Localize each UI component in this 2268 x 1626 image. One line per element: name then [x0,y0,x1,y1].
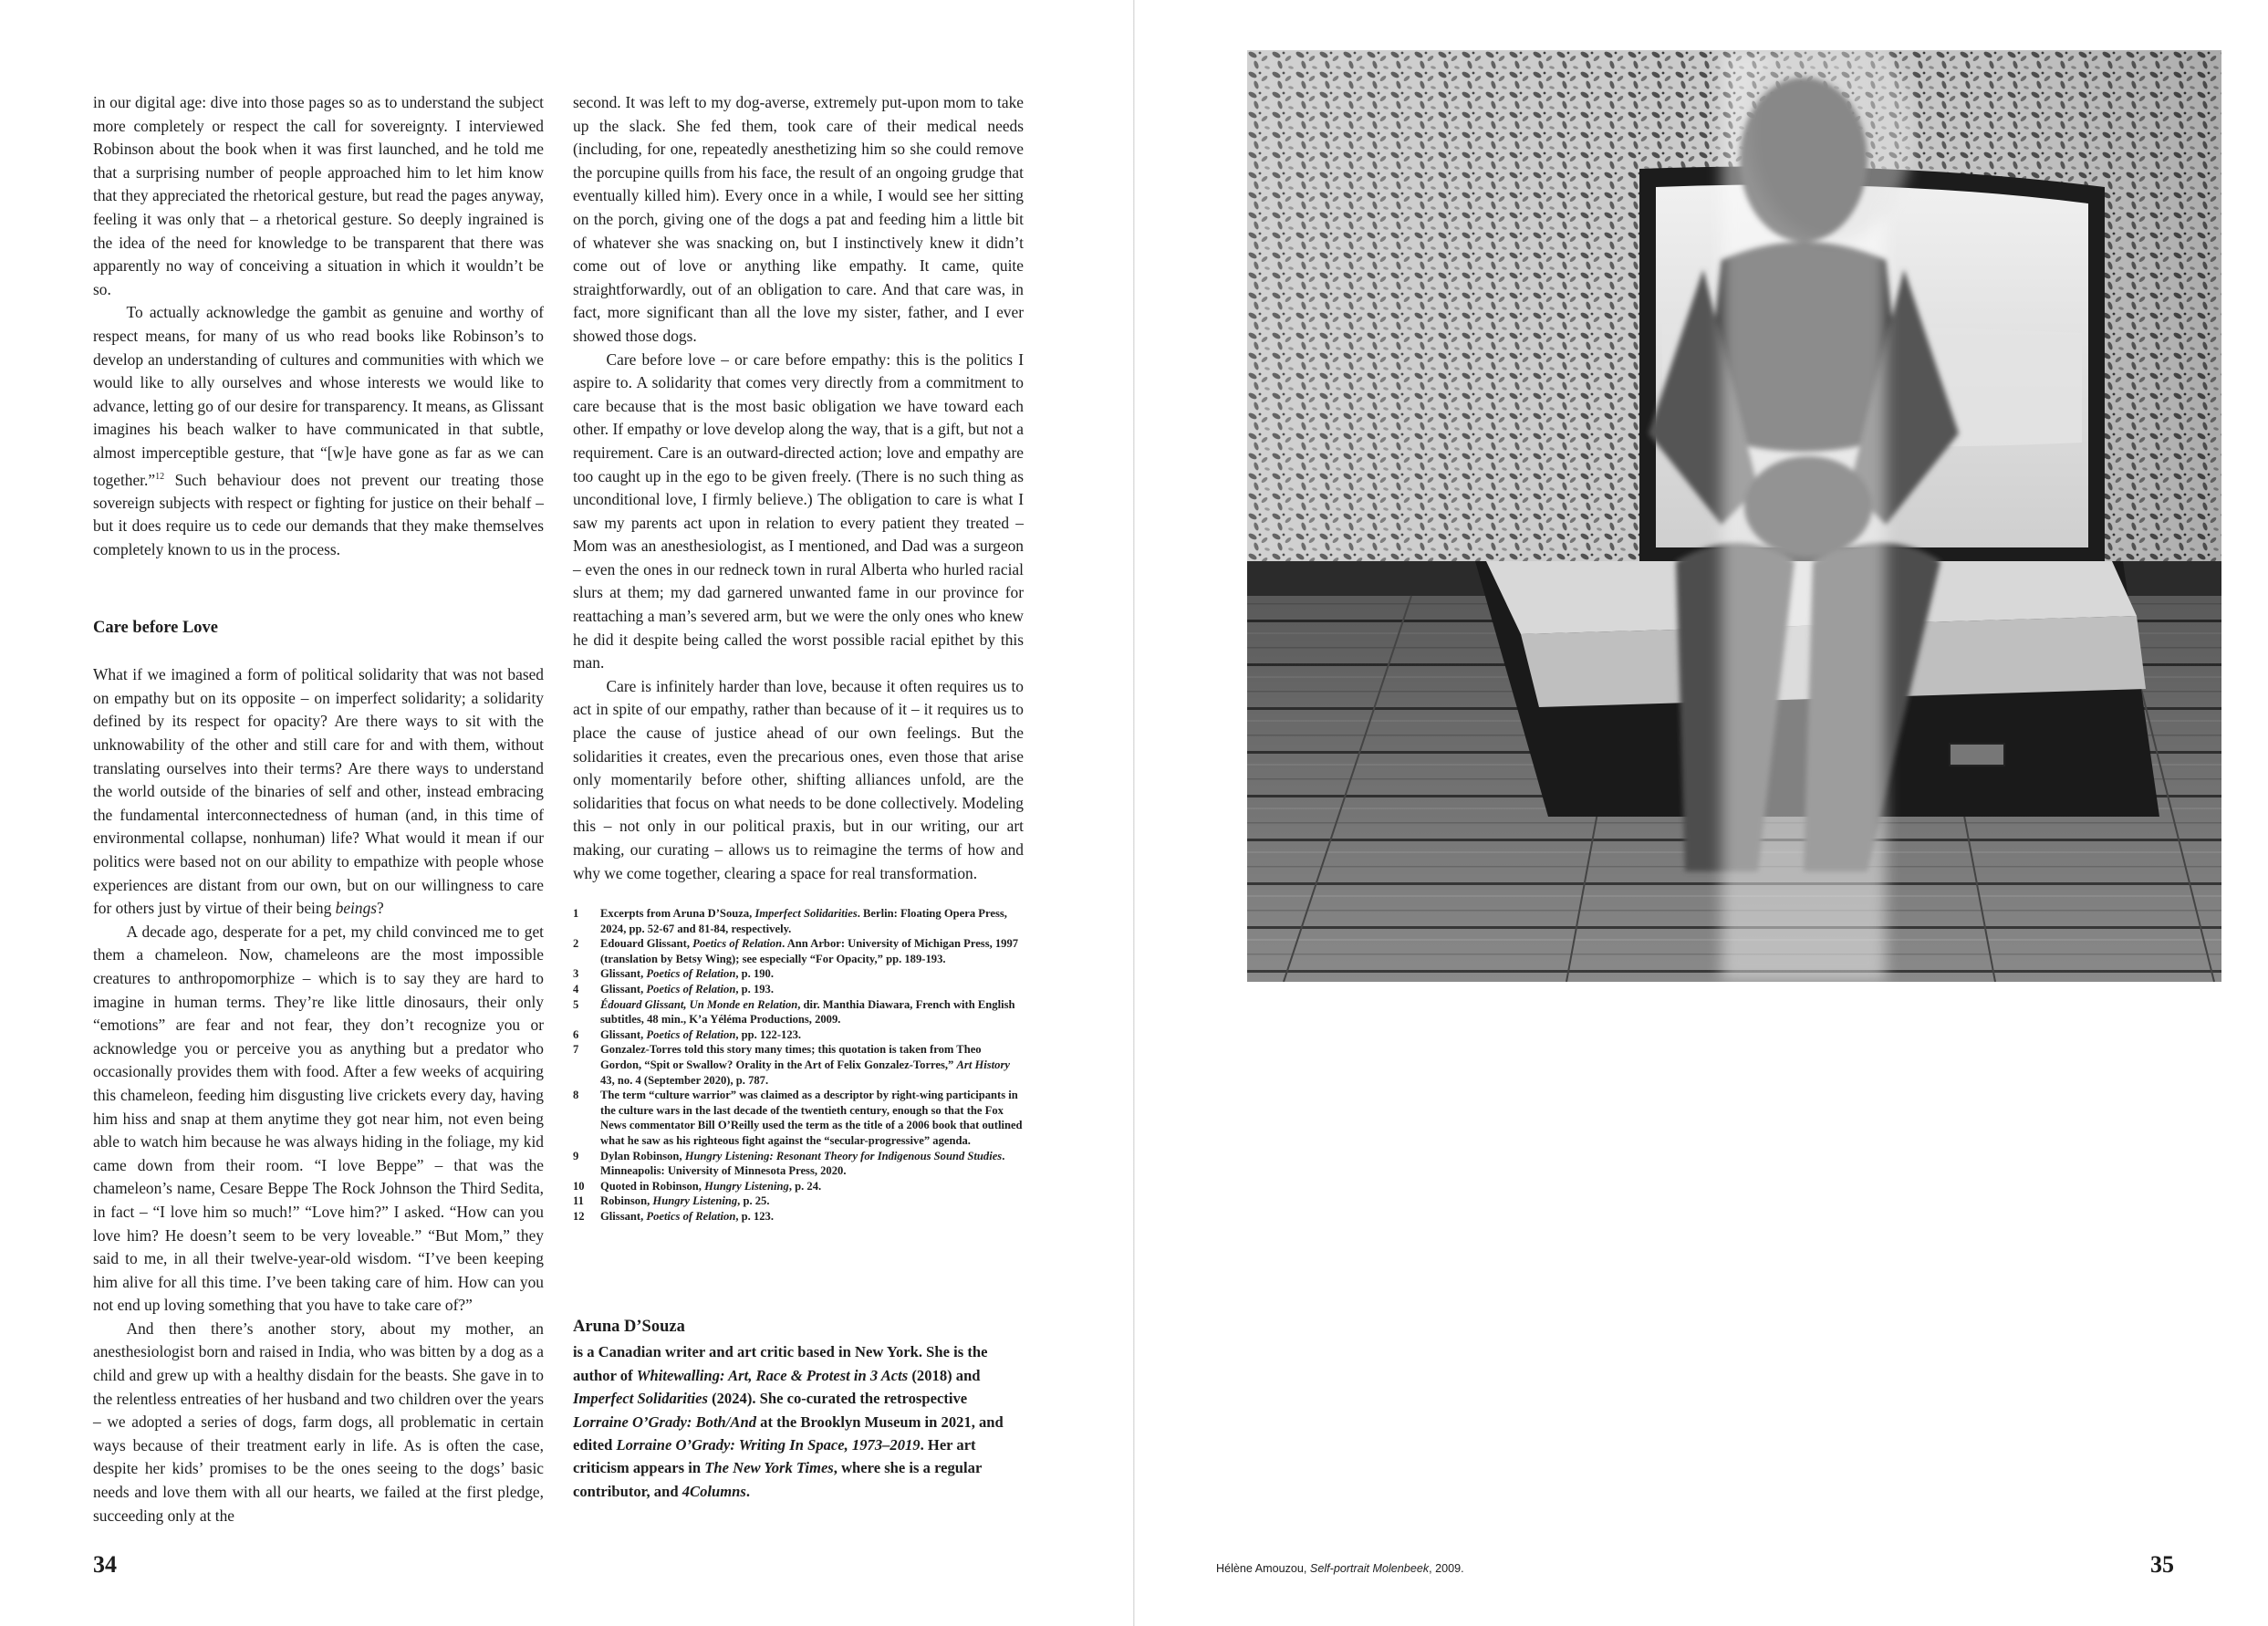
footnote-number: 9 [573,1149,579,1162]
footnote-text: Glissant, Poetics of Relation, pp. 122-123. [600,1027,802,1041]
footnote-text: Gonzalez-Torres told this story many times; this quotation is taken from Theo Gordon, “Spit or Swallow? Orality in the Art of Felix Gonzalez-Torres,” Art History 43, no. 4 (September 2020), p. 787. [600,1043,1010,1087]
page-number: 34 [93,1551,117,1578]
footnote [573,936,1024,966]
footnote-text: Excerpts from Aruna D’Souza, Imperfect Solidarities. Berlin: Floating Opera Press, 2024, pp. 52-67 and 81-84, respectively. [600,907,1007,935]
footnote-number: 7 [573,1043,579,1057]
footnote-number: 4 [573,982,579,995]
photo-caption: Hélène Amouzou, Self-portrait Molenbeek, 2009. [1216,1562,1464,1575]
footnotes [573,906,1024,1224]
author-bio [573,1316,1024,1503]
paragraph: A decade ago, desperate for a pet, my child convinced me to get them a chameleon. Now, chameleons are the most impossible creatures to anthropomorphize – which is to say they are hard to imagine in human terms. They’re like little dinosaurs, their only “emotions” are fear and not fear, they don’t recognize you or acknowledge you or perceive you as anything but a predator who occasionally provides them with food. After a few weeks of acquiring this chameleon, feeding him disgusting live crickets every day, having him hiss and snap at them anytime they got near him, not even being able to watch him because he was always hiding in the foliage, my kid came down from their room. “I love Beppe” – that was the chameleon’s name, Cesare Beppe The Rock Johnson the Third Sedita, in fact – “I love him so much!” “Love him?” I asked. “How can you love him? He doesn’t seem to be very loveable.” “But Mom,” they said to me, in all their twelve-year-old wisdom. “I’ve been keeping him alive for all this time. I’ve been taking care of him. How can you not end up loving something that you have to take care of?” [93,922,544,1315]
footnote [573,1179,1024,1194]
footnote [573,1027,1024,1043]
paragraph: second. It was left to my dog-averse, extremely put-upon mom to take up the slack. She fed them, took care of their medical needs (including, for one, repeatedly anesthetizing him so she could remove the porcupine quills from his face, the result of an ongoing grudge that eventually killed him). Every once in a while, I would see her sitting on the porch, giving one of the dogs a pat and feeding him a little bit of whatever she was snacking on, but I instinctively knew it didn’t come out of love or anything like empathy. It came, quite straightforwardly, out of an obligation to care. And that care was, in fact, more significant than all the love my sister, father, and I ever showed those dogs. [573,93,1024,345]
text-column-2 [573,91,1024,885]
paragraph: in our digital age: dive into those pages so as to understand the subject more completely or respect the call for sovereignty. I interviewed Robinson about the book when it was first launched, and he told me that a surprising number of people approached him to let him know that they appreciated the rhetorical gesture, but read the pages anyway, feeling it was only that – a rhetorical gesture. So deeply ingrained is the idea of the need for knowledge to be transparent that there was apparently no way of conceiving a situation in which it wouldn’t be so. [93,93,544,298]
right-page [1134,0,2268,1626]
bio-text: is a Canadian writer and art critic based in New York. She is the author of Whitewalling: Art, Race & Protest in 3 Acts (2018) and Imperfect Solidarities (2024). She co-curated the retrospective Lorraine O’Grady: Both/And at the Brooklyn Museum in 2021, and edited Lorraine O’Grady: Writing In Space, 1973–2019. Her art criticism appears in The New York Times, where she is a regular contributor, and 4Columns. [573,1343,1004,1500]
footnote-text: Glissant, Poetics of Relation, p. 190. [600,967,774,981]
author-name: Aruna D’Souza [573,1318,685,1336]
footnote [573,982,1024,997]
footnote-number: 6 [573,1027,579,1041]
text-column-1 [93,91,544,1527]
footnote-text: The term “culture warrior” was claimed as a descriptor by right-wing participants in the culture wars in the last decade of the twentieth century, enough so that the Fox News commentator Bill O’Reilly used the term as the title of a 2006 book that outlined what he saw as his righteous fight against the “secular-progressive” agenda. [600,1089,1023,1147]
photograph-woman-seated-in-suitcase-icon [1247,50,2221,982]
footnote [573,1042,1024,1088]
footnote-number: 11 [573,1194,584,1208]
footnote [573,1193,1024,1209]
footnote [573,1088,1024,1148]
footnote-number: 1 [573,907,579,920]
footnote-text: Édouard Glissant, Un Monde en Relation, dir. Manthia Diawara, French with English subtitles, 48 min., K’a Yéléma Productions, 2009. [600,997,1015,1027]
footnote [573,1209,1024,1225]
paragraph: Care before love – or care before empathy: this is the politics I aspire to. A solidarity that comes very directly from a commitment to care because that is the most basic obligation we have toward each other. If empathy or love develop along the way, that is a gift, but not a requirement. Care is an outward-directed action; love and empathy are too caught up in the ego to be given freely. (There is no such thing as unconditional love, I firmly believe.) The obligation to care is what I saw my parents act upon in relation to every patient they treated – Mom was an anesthesiologist, as I mentioned, and Dad was a surgeon – even the ones in our redneck town in rural Alberta who hurled racial slurs at them; my dad garnered unwanted fame in our province for reattaching a man’s severed arm, but we were the only ones who knew he did it despite being called the worst possible racial epithet by this man. [573,349,1024,672]
paragraph: And then there’s another story, about my mother, an anesthesiologist born and raised in India, who was bitten by a dog as a child and grew up with a healthy disdain for the beasts. She gave in to the relentless entreaties of her husband and two children over the years – we adopted a series of dogs, farm dogs, all problematic in certain ways because of their treatment early in life. As is often the case, despite her kids’ promises to be the ones seeing to the dogs’ basic needs and love them with all our hearts, we failed at the first pledge, succeeding only at the [93,1319,544,1525]
section-heading: Care before Love [93,618,218,637]
footnote-number: 12 [573,1209,585,1223]
footnote [573,966,1024,982]
footnote [573,1149,1024,1179]
paragraph: To actually acknowledge the gambit as genuine and worthy of respect means, for many of us who read books like Robinson’s to develop an understanding of cultures and communities with which we would like to ally ourselves and whose interests we would like to advance, letting go of our desire for transparency. It means, as Glissant imagines his beach walker to have communicated in that subtle, almost imperceptible gesture, that “[w]e have gone as far as we can together.”$^{12}$ Such behaviour does not prevent our treating those sovereign subjects with respect or fighting for justice on their behalf – but it does require us to cede our demands that they make themselves completely known to us in the process. [93,303,544,559]
footnote-number: 8 [573,1089,579,1102]
footnote-number: 2 [573,937,579,951]
footnote-text: Glissant, Poetics of Relation, p. 123. [600,1209,774,1223]
footnote-text: Glissant, Poetics of Relation, p. 193. [600,982,774,995]
footnote-number: 5 [573,997,579,1011]
footnote [573,906,1024,936]
footnote-text: Dylan Robinson, Hungry Listening: Resonant Theory for Indigenous Sound Studies. Minneapolis: University of Minnesota Press, 2020. [600,1149,1005,1178]
footnote-text: Quoted in Robinson, Hungry Listening, p. 24. [600,1179,822,1193]
footnote-number: 3 [573,967,579,981]
footnote-text: Robinson, Hungry Listening, p. 25. [600,1194,770,1208]
footnote [573,997,1024,1027]
footnote-number: 10 [573,1179,585,1193]
paragraph: What if we imagined a form of political solidarity that was not based on empathy but on its opposite – on imperfect solidarity; a solidarity defined by its respect for opacity? Are there ways to sit with the unknowability of the other and still care for and with them, without translating ourselves into their terms? Are there ways to understand the world outside of the binaries of self and other, instead embracing the fundamental interconnectedness of human (and, in this time of environmental collapse, nonhuman) life? What would it mean if our politics were based not on our ability to empathize with people whose experiences are distant from our own, but on our willingness to care for others just by virtue of their being beings? [93,665,544,918]
footnote-text: Edouard Glissant, Poetics of Relation. Ann Arbor: University of Michigan Press, 1997 (translation by Betsy Wing); see especially “For Opacity,” pp. 189-193. [600,937,1019,965]
page-number: 35 [2150,1551,2174,1578]
paragraph: Care is infinitely harder than love, because it often requires us to act in spite of our empathy, rather than because of it – it requires us to place the cause of justice ahead of our own feelings. But the solidarities it creates, even the precarious ones, even those that arise only momentarily before other, shifting alliances unfold, are the solidarities that focus on what needs to be done collectively. Modeling this – not only in our political praxis, but in our writing, our art making, our curating – allows us to reimagine the terms of how and why we come together, clearing a space for real transformation. [573,676,1024,882]
